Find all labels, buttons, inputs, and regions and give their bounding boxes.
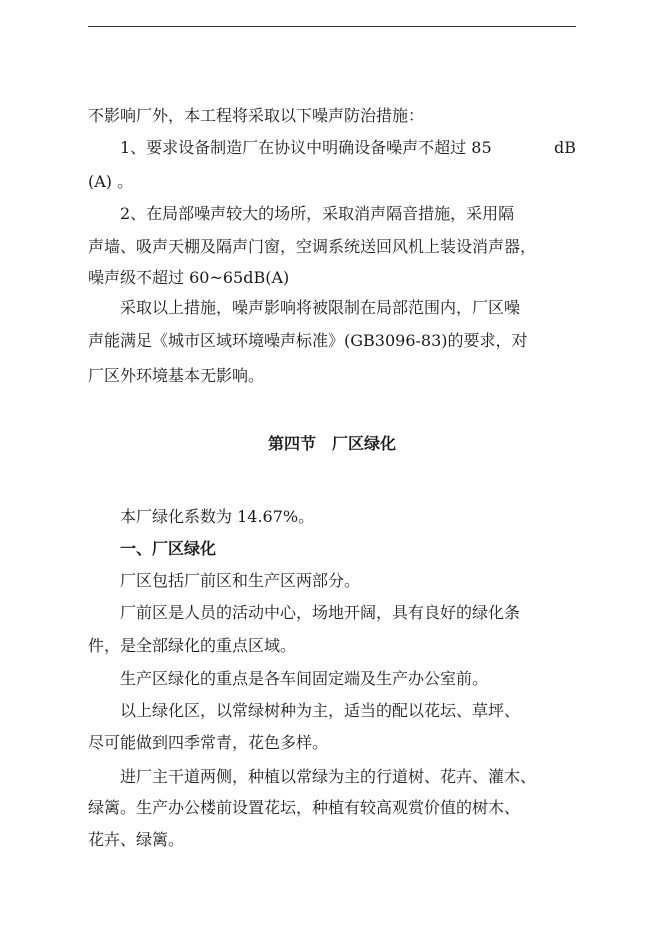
paragraph-2-unit: dB: [554, 138, 576, 157]
paragraph-3-line-3: 噪声级不超过 60~65dB(A): [88, 268, 290, 287]
greening-paragraph-2-line-2: 件，是全部绿化的重点区域。: [88, 636, 297, 655]
paragraph-1-line-1: 不影响厂外，本工程将采取以下噪声防治措施：: [88, 106, 425, 125]
section-heading: 第四节 厂区绿化: [267, 434, 396, 453]
greening-paragraph-1: 厂区包括厂前区和生产区两部分。: [120, 571, 361, 590]
paragraph-4-line-1: 采取以上措施，噪声影响将被限制在局部范围内，厂区噪: [120, 298, 521, 317]
paragraph-2-line-2: (A) 。: [88, 172, 134, 191]
paragraph-4-line-2: 声能满足《城市区域环境噪声标准》(GB3096-83)的要求，对: [88, 331, 528, 350]
header-rule: [88, 26, 576, 27]
paragraph-4-line-3: 厂区外环境基本无影响。: [88, 366, 265, 385]
paragraph-2-line-1: [120, 138, 576, 158]
paragraph-3-line-2: 声墙、吸声天棚及隔声门窗，空调系统送回风机上装设消声器，: [88, 237, 537, 256]
greening-paragraph-4-line-1: 以上绿化区，以常绿树种为主，适当的配以花坛、草坪、: [120, 701, 521, 720]
paragraph-2-text: 1、要求设备制造厂在协议中明确设备噪声不超过 85: [120, 138, 492, 157]
paragraph-3-line-1: 2、在局部噪声较大的场所，采取消声隔音措施，采用隔: [120, 204, 515, 223]
greening-paragraph-2-line-1: 厂前区是人员的活动中心，场地开阔，具有良好的绿化条: [120, 603, 521, 622]
greening-paragraph-5-line-2: 绿篱。生产办公楼前设置花坛，种植有较高观赏价值的树木、: [88, 798, 521, 817]
greening-subheading: 一、厂区绿化: [120, 539, 217, 558]
greening-coefficient: 本厂绿化系数为 14.67%。: [120, 507, 315, 526]
greening-paragraph-3: 生产区绿化的重点是各车间固定端及生产办公室前。: [120, 669, 489, 688]
greening-paragraph-5-line-1: 进厂主干道两侧，种植以常绿为主的行道树、花卉、灌木、: [120, 767, 537, 786]
greening-paragraph-5-line-3: 花卉、绿篱。: [88, 830, 185, 849]
greening-paragraph-4-line-2: 尽可能做到四季常青，花色多样。: [88, 733, 329, 752]
